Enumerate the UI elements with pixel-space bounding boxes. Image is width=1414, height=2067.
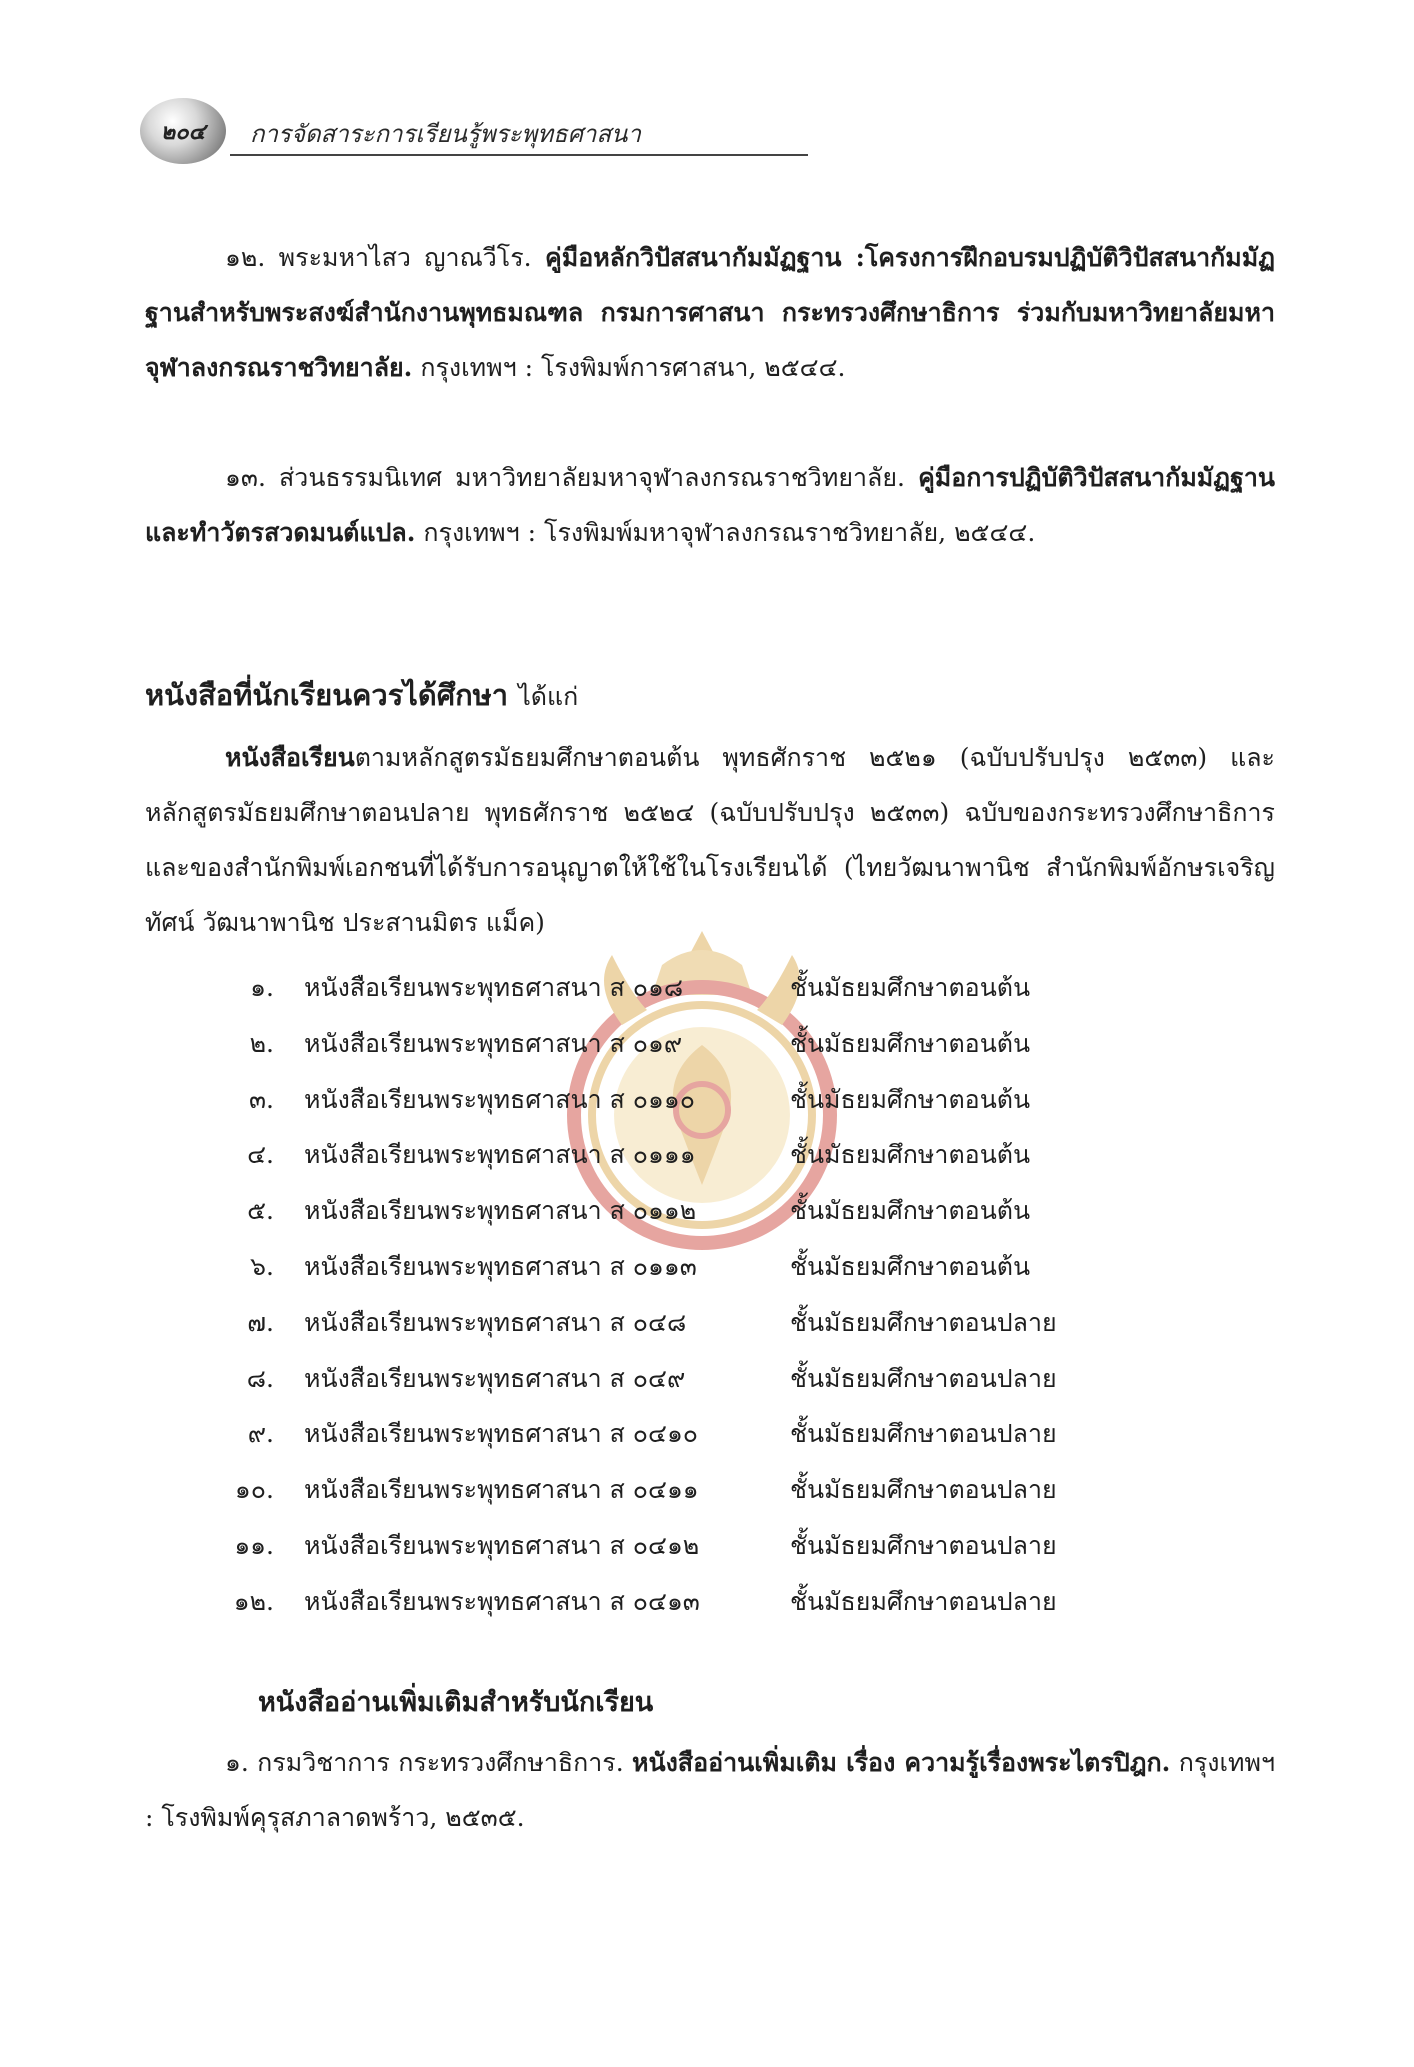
reference-number: ๑๓. xyxy=(225,463,266,492)
list-item-number: ๕. xyxy=(247,1196,274,1226)
heading-bold-text: หนังสือที่นักเรียนควรได้ศึกษา xyxy=(145,678,509,712)
page-number: ๒๐๔ xyxy=(160,118,206,145)
list-item xyxy=(232,1072,1132,1128)
list-item-level: ชั้นมัธยมศึกษาตอนต้น xyxy=(790,1251,1031,1281)
list-item-level: ชั้นมัธยมศึกษาตอนต้น xyxy=(790,1028,1031,1058)
reference-author: พระมหาไสว ญาณวีโร. xyxy=(278,243,532,272)
reference-title: หนังสืออ่านเพิ่มเติม เรื่อง ความรู้เรื่องพระไตรปิฎก. xyxy=(632,1748,1171,1777)
list-item-level: ชั้นมัธยมศึกษาตอนปลาย xyxy=(790,1307,1057,1337)
reference-entry-13 xyxy=(145,450,1275,560)
list-item-title: หนังสือเรียนพระพุทธศาสนา ส ๐๑๑๑ xyxy=(304,1140,696,1170)
list-item-title: หนังสือเรียนพระพุทธศาสนา ส ๐๔๑๑ xyxy=(304,1475,699,1505)
intro-text: ตามหลักสูตรมัธยมศึกษาตอนต้น พุทธศักราช ๒๕๒๑ (ฉบับปรับปรุง ๒๕๓๓) และหลักสูตรมัธยมศึกษาตอนปลาย พุทธศักราช ๒๕๒๔ (ฉบับปรับปรุง ๒๕๓๓) ฉบับของกระทรวงศึกษาธิการและของสำนักพิมพ์เอกชนที่ได้รับการอนุญาตให้ใช้ในโรงเรียนได้ (ไทยวัฒนาพานิช สำนักพิมพ์อักษรเจริญทัศน์ วัฒนาพานิช ประสานมิตร แม็ค) xyxy=(145,743,1275,937)
list-item-title: หนังสือเรียนพระพุทธศาสนา ส ๐๔๑๓ xyxy=(304,1586,700,1616)
list-item xyxy=(232,1518,1132,1574)
textbooks-intro-paragraph xyxy=(145,730,1275,950)
list-item-level: ชั้นมัธยมศึกษาตอนต้น xyxy=(790,973,1031,1002)
list-item-number: ๑๒. xyxy=(233,1586,274,1616)
reference-author: กรมวิชาการ กระทรวงศึกษาธิการ. xyxy=(257,1748,624,1777)
reference-publisher: กรุงเทพฯ : โรงพิมพ์คุรุสภาลาดพร้าว, ๒๕๓๕. xyxy=(145,1748,1276,1832)
page-header xyxy=(140,98,680,168)
list-item-number: ๑. xyxy=(250,973,274,1002)
list-item-number: ๓. xyxy=(248,1084,274,1114)
list-item-level: ชั้นมัธยมศึกษาตอนปลาย xyxy=(790,1586,1057,1616)
reference-number: ๑๒. xyxy=(225,243,266,272)
reference-publisher: กรุงเทพฯ : โรงพิมพ์มหาจุฬาลงกรณราชวิทยาลัย, ๒๕๔๔. xyxy=(423,518,1036,547)
list-item-number: ๘. xyxy=(246,1363,274,1393)
list-item-title: หนังสือเรียนพระพุทธศาสนา ส ๐๔๙ xyxy=(304,1363,686,1393)
section-heading-extra-reading: หนังสืออ่านเพิ่มเติมสำหรับนักเรียน xyxy=(258,1687,654,1718)
list-item-level: ชั้นมัธยมศึกษาตอนต้น xyxy=(790,1196,1031,1226)
heading-normal-text: ได้แก่ xyxy=(518,682,579,711)
list-item-number: ๔. xyxy=(247,1140,274,1170)
list-item-title: หนังสือเรียนพระพุทธศาสนา ส ๐๑๑๐ xyxy=(304,1084,696,1114)
reference-number: ๑. xyxy=(225,1748,249,1777)
list-item-title: หนังสือเรียนพระพุทธศาสนา ส ๐๑๙ xyxy=(304,1028,683,1058)
list-item-level: ชั้นมัธยมศึกษาตอนปลาย xyxy=(790,1475,1057,1505)
list-item xyxy=(232,1574,1132,1630)
list-item-title: หนังสือเรียนพระพุทธศาสนา ส ๐๔๑๒ xyxy=(304,1530,700,1560)
running-title: การจัดสาระการเรียนรู้พระพุทธศาสนา xyxy=(250,120,641,148)
reference-title: คู่มือการปฏิบัติวิปัสสนากัมมัฏฐาน และทำวัตรสวดมนต์แปล. xyxy=(145,463,1275,547)
list-item-level: ชั้นมัธยมศึกษาตอนต้น xyxy=(790,1084,1031,1114)
list-item-title: หนังสือเรียนพระพุทธศาสนา ส ๐๔๘ xyxy=(304,1307,687,1337)
list-item-number: ๗. xyxy=(247,1307,274,1337)
list-item-number: ๒. xyxy=(249,1028,274,1058)
list-item-title: หนังสือเรียนพระพุทธศาสนา ส ๐๑๘ xyxy=(304,973,684,1002)
page-number-badge xyxy=(140,98,226,164)
section-heading-recommended-books xyxy=(145,672,578,718)
reference-entry-12 xyxy=(145,230,1275,395)
extra-reading-entry-1 xyxy=(145,1735,1275,1845)
reference-author: ส่วนธรรมนิเทศ มหาวิทยาลัยมหาจุฬาลงกรณราชวิทยาลัย. xyxy=(279,463,905,492)
intro-bold-text: หนังสือเรียน xyxy=(225,743,355,772)
header-divider xyxy=(230,154,808,156)
list-item-level: ชั้นมัธยมศึกษาตอนปลาย xyxy=(790,1530,1057,1560)
list-item-title: หนังสือเรียนพระพุทธศาสนา ส ๐๑๑๓ xyxy=(304,1251,697,1281)
list-item xyxy=(232,1016,1132,1072)
list-item xyxy=(232,960,1132,1016)
list-item xyxy=(232,1351,1132,1407)
list-item-level: ชั้นมัธยมศึกษาตอนปลาย xyxy=(790,1363,1057,1393)
reference-title: คู่มือหลักวิปัสสนากัมมัฏฐาน :โครงการฝึกอบรมปฏิบัติวิปัสสนากัมมัฏฐานสำหรับพระสงฆ์สำนักงานพุทธมณฑล กรมการศาสนา กระทรวงศึกษาธิการ ร่วมกับมหาวิทยาลัยมหาจุฬาลงกรณราชวิทยาลัย. xyxy=(145,243,1275,382)
list-item-level: ชั้นมัธยมศึกษาตอนต้น xyxy=(790,1140,1031,1170)
list-item xyxy=(232,1295,1132,1351)
list-item xyxy=(232,1183,1132,1239)
list-item xyxy=(232,1127,1132,1183)
list-item-title: หนังสือเรียนพระพุทธศาสนา ส ๐๑๑๒ xyxy=(304,1196,697,1226)
list-item-number: ๑๐. xyxy=(234,1475,274,1505)
reference-publisher: กรุงเทพฯ : โรงพิมพ์การศาสนา, ๒๕๔๔. xyxy=(420,353,846,382)
textbook-list xyxy=(232,960,1132,1630)
list-item-level: ชั้นมัธยมศึกษาตอนปลาย xyxy=(790,1419,1057,1449)
list-item-title: หนังสือเรียนพระพุทธศาสนา ส ๐๔๑๐ xyxy=(304,1419,699,1449)
list-item xyxy=(232,1406,1132,1462)
list-item-number: ๖. xyxy=(250,1251,274,1281)
list-item-number: ๑๑. xyxy=(234,1530,274,1560)
list-item-number: ๙. xyxy=(247,1419,274,1449)
list-item xyxy=(232,1239,1132,1295)
list-item xyxy=(232,1462,1132,1518)
